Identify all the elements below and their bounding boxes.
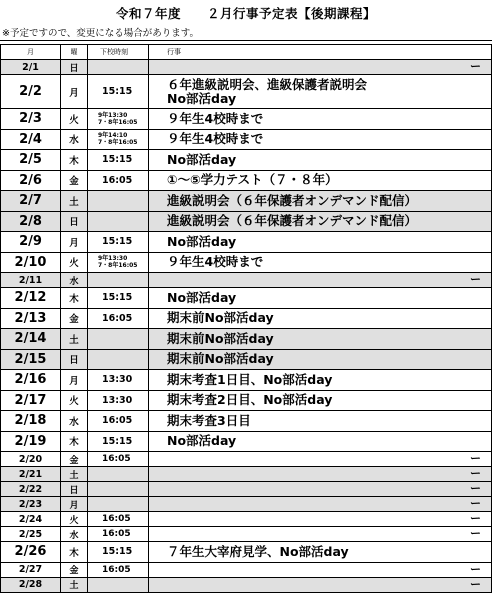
table-row: [1, 129, 492, 150]
event-text: 進級説明会（６年保護者オンデマンド配信）: [167, 213, 418, 229]
event-text: 期末考査2日目、No部活day: [167, 392, 333, 408]
event-cell: [149, 431, 492, 452]
table-row: [1, 482, 492, 497]
date-cell: 2/20: [1, 452, 61, 467]
dismissal-time-cell: [88, 109, 149, 130]
weekday-cell: 金: [61, 562, 88, 577]
dismissal-time-cell: [88, 170, 149, 191]
page-title: 令和７年度 ２月行事予定表【後期課程】: [115, 6, 376, 21]
event-text: No部活day: [167, 433, 237, 449]
weekday-cell: 日: [61, 349, 88, 370]
event-text: 期末前No部活day: [167, 310, 274, 326]
weekday-cell: 火: [61, 252, 88, 273]
column-header-day: 曜: [61, 45, 88, 60]
event-cell: [149, 349, 492, 370]
weekday-cell: 月: [61, 497, 88, 512]
table-row: [1, 497, 492, 512]
date-cell: 2/6: [1, 170, 61, 191]
date-cell: 2/27: [1, 562, 61, 577]
dismissal-time-cell: [88, 527, 149, 542]
event-cell: [149, 232, 492, 253]
event-cell: ー: [149, 482, 492, 497]
event-cell: ー: [149, 273, 492, 288]
date-cell: 2/25: [1, 527, 61, 542]
weekday-cell: 木: [61, 431, 88, 452]
column-header-event: 行事: [149, 45, 492, 60]
weekday-cell: 火: [61, 512, 88, 527]
column-header-dismissal-time: 下校時刻: [88, 45, 149, 60]
dismissal-time-cell: [88, 431, 149, 452]
schedule-rows: [1, 60, 492, 593]
event-cell: ー: [149, 60, 492, 75]
table-row: [1, 452, 492, 467]
table-row: [1, 273, 492, 288]
weekday-cell: 土: [61, 329, 88, 350]
event-text: 期末考査3日目: [167, 412, 251, 428]
date-cell: 2/4: [1, 129, 61, 150]
dismissal-time-text: 7・8年16:05: [98, 262, 138, 270]
table-row: [1, 211, 492, 232]
disclaimer-note: ※予定ですので、変更になる場合があります。: [2, 28, 200, 39]
dismissal-time-text: 15:15: [102, 435, 133, 447]
dismissal-time-cell: [88, 577, 149, 592]
date-cell: 2/10: [1, 252, 61, 273]
table-row: [1, 75, 492, 109]
event-cell: ー: [149, 562, 492, 577]
weekday-cell: 土: [61, 191, 88, 212]
dismissal-time-text: 15:15: [102, 236, 133, 248]
event-cell: ー: [149, 452, 492, 467]
event-text: No部活day: [167, 90, 237, 106]
dismissal-time-cell: [88, 150, 149, 171]
weekday-cell: 金: [61, 452, 88, 467]
dismissal-time-text: 16:05: [102, 514, 131, 524]
event-cell: [149, 150, 492, 171]
event-text: 期末前No部活day: [167, 330, 274, 346]
event-text: ９年生4校時まで: [167, 110, 264, 126]
table-row: [1, 577, 492, 592]
dismissal-time-text: 15:15: [102, 86, 133, 97]
dismissal-time-text: 15:15: [102, 546, 133, 558]
table-row: [1, 191, 492, 212]
event-cell: [149, 170, 492, 191]
dismissal-time-cell: [88, 411, 149, 432]
date-cell: 2/16: [1, 370, 61, 391]
dismissal-time-cell: [88, 252, 149, 273]
dismissal-time-cell: [88, 60, 149, 75]
event-cell: [149, 411, 492, 432]
event-text: ９年生4校時まで: [167, 254, 264, 270]
event-text: ７年生大宰府見学、No部活day: [167, 543, 349, 559]
dismissal-time-cell: [88, 288, 149, 309]
date-cell: 2/3: [1, 109, 61, 130]
weekday-cell: 土: [61, 577, 88, 592]
table-row: [1, 390, 492, 411]
table-row: [1, 512, 492, 527]
weekday-cell: 火: [61, 390, 88, 411]
date-cell: 2/17: [1, 390, 61, 411]
table-row: [1, 329, 492, 350]
table-row: [1, 370, 492, 391]
dismissal-time-text: 15:15: [102, 292, 133, 304]
dismissal-time-text: 16:05: [102, 174, 133, 186]
dismissal-time-cell: [88, 562, 149, 577]
weekday-cell: 木: [61, 150, 88, 171]
event-cell: [149, 329, 492, 350]
date-cell: 2/5: [1, 150, 61, 171]
table-header-row: [1, 45, 492, 60]
dismissal-time-cell: [88, 370, 149, 391]
dismissal-time-text: 7・8年16:05: [98, 139, 138, 147]
event-cell: [149, 75, 492, 109]
weekday-cell: 日: [61, 482, 88, 497]
table-row: [1, 170, 492, 191]
weekday-cell: 水: [61, 411, 88, 432]
dismissal-time-cell: [88, 75, 149, 109]
table-row: [1, 542, 492, 563]
table-row: [1, 150, 492, 171]
date-cell: 2/7: [1, 191, 61, 212]
weekday-cell: 月: [61, 232, 88, 253]
event-cell: [149, 109, 492, 130]
date-cell: 2/21: [1, 467, 61, 482]
event-cell: ー: [149, 577, 492, 592]
weekday-cell: 木: [61, 542, 88, 563]
table-row: [1, 308, 492, 329]
date-cell: 2/11: [1, 273, 61, 288]
divider: [0, 40, 492, 41]
dismissal-time-text: 9年14:10: [98, 132, 128, 140]
weekday-cell: 月: [61, 75, 88, 109]
event-cell: ー: [149, 527, 492, 542]
event-cell: ー: [149, 512, 492, 527]
date-cell: 2/19: [1, 431, 61, 452]
weekday-cell: 水: [61, 527, 88, 542]
weekday-cell: 水: [61, 273, 88, 288]
event-text: ６年進級説明会、進級保護者説明会: [167, 76, 368, 92]
date-cell: 2/13: [1, 308, 61, 329]
dismissal-time-cell: [88, 191, 149, 212]
table-row: [1, 288, 492, 309]
dismissal-time-text: 9年13:30: [98, 111, 128, 119]
date-cell: 2/26: [1, 542, 61, 563]
weekday-cell: 金: [61, 170, 88, 191]
dismissal-time-cell: [88, 452, 149, 467]
date-cell: 2/12: [1, 288, 61, 309]
date-cell: 2/28: [1, 577, 61, 592]
weekday-cell: 日: [61, 211, 88, 232]
event-text: No部活day: [167, 233, 237, 249]
dismissal-time-cell: [88, 273, 149, 288]
date-cell: 2/22: [1, 482, 61, 497]
event-text: ①～⑤学力テスト（７・８年）: [167, 172, 338, 188]
dismissal-time-cell: [88, 512, 149, 527]
table-row: [1, 527, 492, 542]
date-cell: 2/2: [1, 75, 61, 109]
dismissal-time-text: 16:05: [102, 454, 131, 464]
event-text: No部活day: [167, 289, 237, 305]
table-row: [1, 232, 492, 253]
weekday-cell: 水: [61, 129, 88, 150]
event-cell: [149, 129, 492, 150]
date-cell: 2/24: [1, 512, 61, 527]
event-text: 期末前No部活day: [167, 351, 274, 367]
dismissal-time-cell: [88, 232, 149, 253]
event-text: No部活day: [167, 151, 237, 167]
dismissal-time-cell: [88, 467, 149, 482]
date-cell: 2/1: [1, 60, 61, 75]
weekday-cell: 日: [61, 60, 88, 75]
table-row: [1, 60, 492, 75]
weekday-cell: 金: [61, 308, 88, 329]
dismissal-time-text: 7・8年16:05: [98, 118, 138, 126]
dismissal-time-text: 9年13:30: [98, 255, 128, 263]
dismissal-time-text: 15:15: [102, 154, 133, 166]
dismissal-time-cell: [88, 390, 149, 411]
table-row: [1, 109, 492, 130]
date-cell: 2/15: [1, 349, 61, 370]
weekday-cell: 火: [61, 109, 88, 130]
date-cell: 2/14: [1, 329, 61, 350]
dismissal-time-text: 16:05: [102, 529, 131, 539]
dismissal-time-cell: [88, 211, 149, 232]
table-row: [1, 467, 492, 482]
event-cell: ー: [149, 497, 492, 512]
dismissal-time-cell: [88, 542, 149, 563]
event-cell: [149, 288, 492, 309]
table-row: [1, 349, 492, 370]
dismissal-time-text: 13:30: [102, 374, 133, 386]
event-cell: [149, 252, 492, 273]
dismissal-time-text: 16:05: [102, 312, 133, 324]
weekday-cell: 土: [61, 467, 88, 482]
schedule-table: [0, 44, 492, 593]
event-text: ９年生4校時まで: [167, 131, 264, 147]
date-cell: 2/23: [1, 497, 61, 512]
table-row: [1, 562, 492, 577]
event-cell: ー: [149, 467, 492, 482]
event-cell: [149, 390, 492, 411]
event-cell: [149, 191, 492, 212]
weekday-cell: 月: [61, 370, 88, 391]
dismissal-time-cell: [88, 129, 149, 150]
dismissal-time-text: 13:30: [102, 394, 133, 406]
date-cell: 2/18: [1, 411, 61, 432]
date-cell: 2/9: [1, 232, 61, 253]
dismissal-time-cell: [88, 308, 149, 329]
table-row: [1, 411, 492, 432]
event-text: 期末考査1日目、No部活day: [167, 371, 333, 387]
weekday-cell: 木: [61, 288, 88, 309]
table-row: [1, 252, 492, 273]
event-cell: [149, 308, 492, 329]
event-cell: [149, 211, 492, 232]
event-cell: [149, 370, 492, 391]
dismissal-time-text: 16:05: [102, 564, 131, 575]
dismissal-time-cell: [88, 349, 149, 370]
dismissal-time-cell: [88, 482, 149, 497]
dismissal-time-text: 16:05: [102, 415, 133, 427]
dismissal-time-cell: [88, 497, 149, 512]
event-cell: [149, 542, 492, 563]
dismissal-time-cell: [88, 329, 149, 350]
table-row: [1, 431, 492, 452]
date-cell: 2/8: [1, 211, 61, 232]
column-header-date: 月: [1, 45, 61, 60]
event-text: 進級説明会（６年保護者オンデマンド配信）: [167, 192, 418, 208]
